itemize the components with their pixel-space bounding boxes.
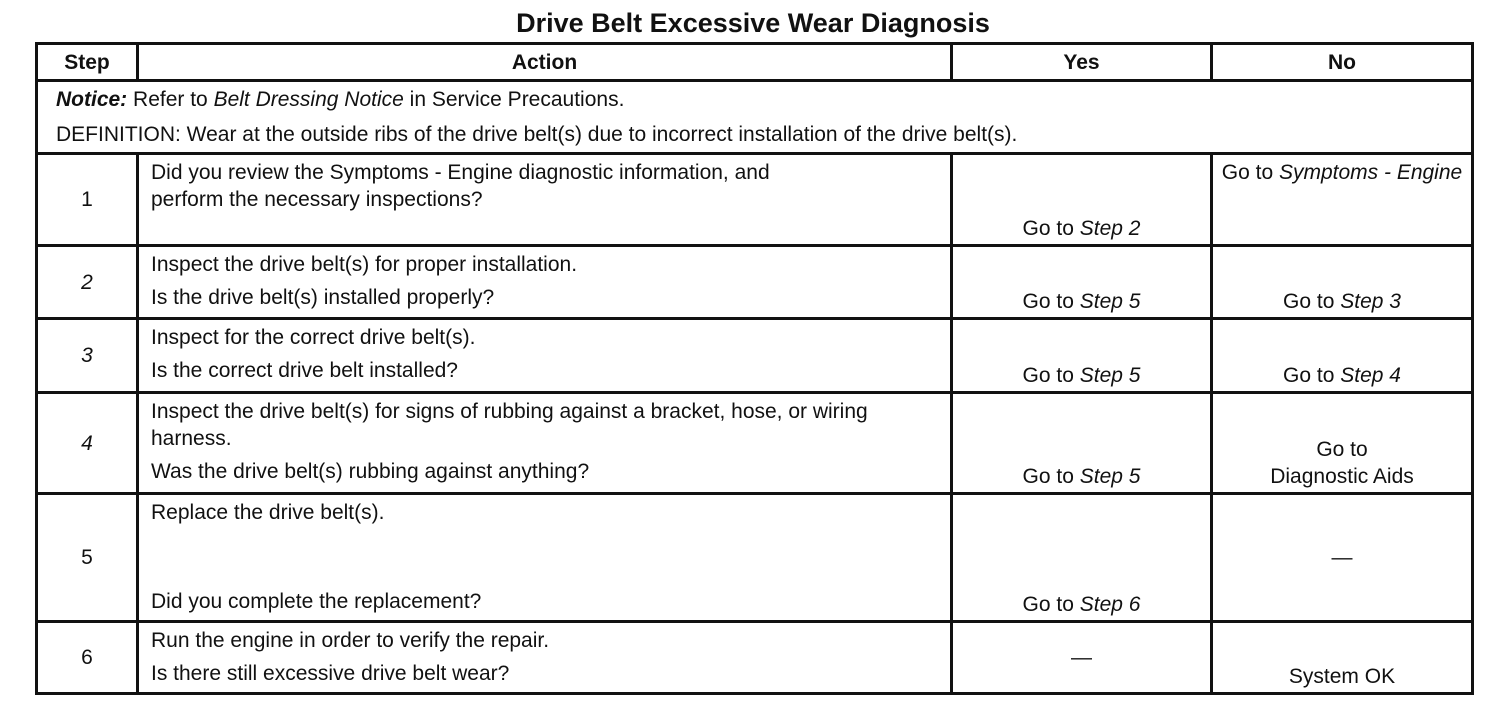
action-text: Run the engine in order to verify the repair. bbox=[151, 629, 550, 652]
action-text: Replace the drive belt(s). bbox=[151, 501, 385, 524]
action-question: Was the drive belt(s) rubbing against anything? bbox=[151, 460, 590, 483]
column-header-yes: Yes bbox=[952, 44, 1212, 81]
table-row bbox=[37, 622, 1473, 694]
step-number: 6 bbox=[37, 622, 138, 694]
step-number: 3 bbox=[37, 319, 138, 393]
step-number: 2 bbox=[37, 246, 138, 319]
diagnosis-table bbox=[35, 42, 1474, 695]
no-diagnostic-aids: Diagnostic Aids bbox=[1270, 465, 1414, 488]
no-dash: — bbox=[1331, 546, 1353, 569]
no-system-ok: System OK bbox=[1288, 665, 1396, 688]
yes-cell bbox=[952, 393, 1212, 494]
action-question: Is the drive belt(s) installed properly? bbox=[151, 286, 495, 309]
action-cell bbox=[138, 494, 952, 622]
no-cell bbox=[1212, 622, 1473, 694]
column-header-no: No bbox=[1212, 44, 1473, 81]
column-header-action: Action bbox=[138, 44, 952, 81]
no-cell bbox=[1212, 246, 1473, 319]
action-question: Did you complete the replacement? bbox=[151, 590, 482, 613]
go-to-text: Go to bbox=[1022, 217, 1080, 240]
no-step-ref: Step 4 bbox=[1340, 364, 1401, 387]
go-to-text: Go to bbox=[1283, 290, 1341, 313]
yes-step-ref: Step 5 bbox=[1079, 465, 1141, 488]
go-to-text: Go to bbox=[1022, 593, 1080, 616]
definition-line: DEFINITION: Wear at the outside ribs of the drive belt(s) due to incorrect installation of the drive belt(s). bbox=[56, 123, 1018, 146]
no-cell bbox=[1212, 319, 1473, 393]
action-cell bbox=[138, 622, 952, 694]
go-to-text: Go to bbox=[1283, 364, 1341, 387]
step-number: 5 bbox=[37, 494, 138, 622]
go-to-text: Go to bbox=[1022, 465, 1080, 488]
table-row bbox=[37, 319, 1473, 393]
no-cell bbox=[1212, 494, 1473, 622]
go-to-text: Go to bbox=[1022, 290, 1080, 313]
no-step-ref: Step 3 bbox=[1340, 290, 1401, 313]
go-to-text: Go to bbox=[1022, 364, 1080, 387]
table-row bbox=[37, 246, 1473, 319]
notice-post: in Service Precautions. bbox=[403, 88, 625, 111]
column-header-step: Step bbox=[37, 44, 138, 81]
action-cell bbox=[138, 319, 952, 393]
no-ref: Symptoms - Engine bbox=[1278, 161, 1463, 184]
table-row bbox=[37, 393, 1473, 494]
table-row bbox=[37, 494, 1473, 622]
yes-step-ref: Step 5 bbox=[1079, 364, 1141, 387]
notice-ref: Belt Dressing Notice bbox=[213, 88, 404, 111]
page-title: Drive Belt Excessive Wear Diagnosis bbox=[516, 8, 990, 38]
step-number: 1 bbox=[37, 154, 138, 246]
action-text: Inspect the drive belt(s) for proper installation. bbox=[151, 253, 578, 276]
action-text: Did you review the Symptoms - Engine diagnostic information, and perform the necessary inspections? bbox=[151, 161, 770, 211]
yes-step-ref: Step 5 bbox=[1079, 290, 1141, 313]
yes-step-ref: Step 6 bbox=[1079, 593, 1141, 616]
yes-cell bbox=[952, 494, 1212, 622]
yes-dash: — bbox=[1071, 646, 1092, 669]
yes-cell bbox=[952, 154, 1212, 246]
action-text: Inspect for the correct drive belt(s). bbox=[151, 326, 476, 349]
yes-cell bbox=[952, 319, 1212, 393]
notice-line bbox=[56, 86, 1453, 113]
yes-step-ref: Step 2 bbox=[1079, 217, 1141, 240]
go-to-text: Go to bbox=[1221, 161, 1279, 184]
no-cell bbox=[1212, 393, 1473, 494]
action-cell bbox=[138, 393, 952, 494]
action-cell bbox=[138, 246, 952, 319]
action-question: Is there still excessive drive belt wear? bbox=[151, 662, 510, 685]
header-row bbox=[37, 44, 1473, 81]
notice-row bbox=[37, 81, 1473, 154]
yes-cell bbox=[952, 622, 1212, 694]
action-cell bbox=[138, 154, 952, 246]
step-number: 4 bbox=[37, 393, 138, 494]
notice-label: Notice: bbox=[56, 88, 128, 111]
action-question: Is the correct drive belt installed? bbox=[151, 359, 458, 382]
no-cell bbox=[1212, 154, 1473, 246]
no-go-to: Go to bbox=[1316, 438, 1368, 461]
yes-cell bbox=[952, 246, 1212, 319]
notice-pre: Refer to bbox=[127, 88, 214, 111]
table-row bbox=[37, 154, 1473, 246]
notice-cell bbox=[37, 81, 1473, 154]
action-text: Inspect the drive belt(s) for signs of rubbing against a bracket, hose, or wiring harness. bbox=[151, 400, 868, 450]
